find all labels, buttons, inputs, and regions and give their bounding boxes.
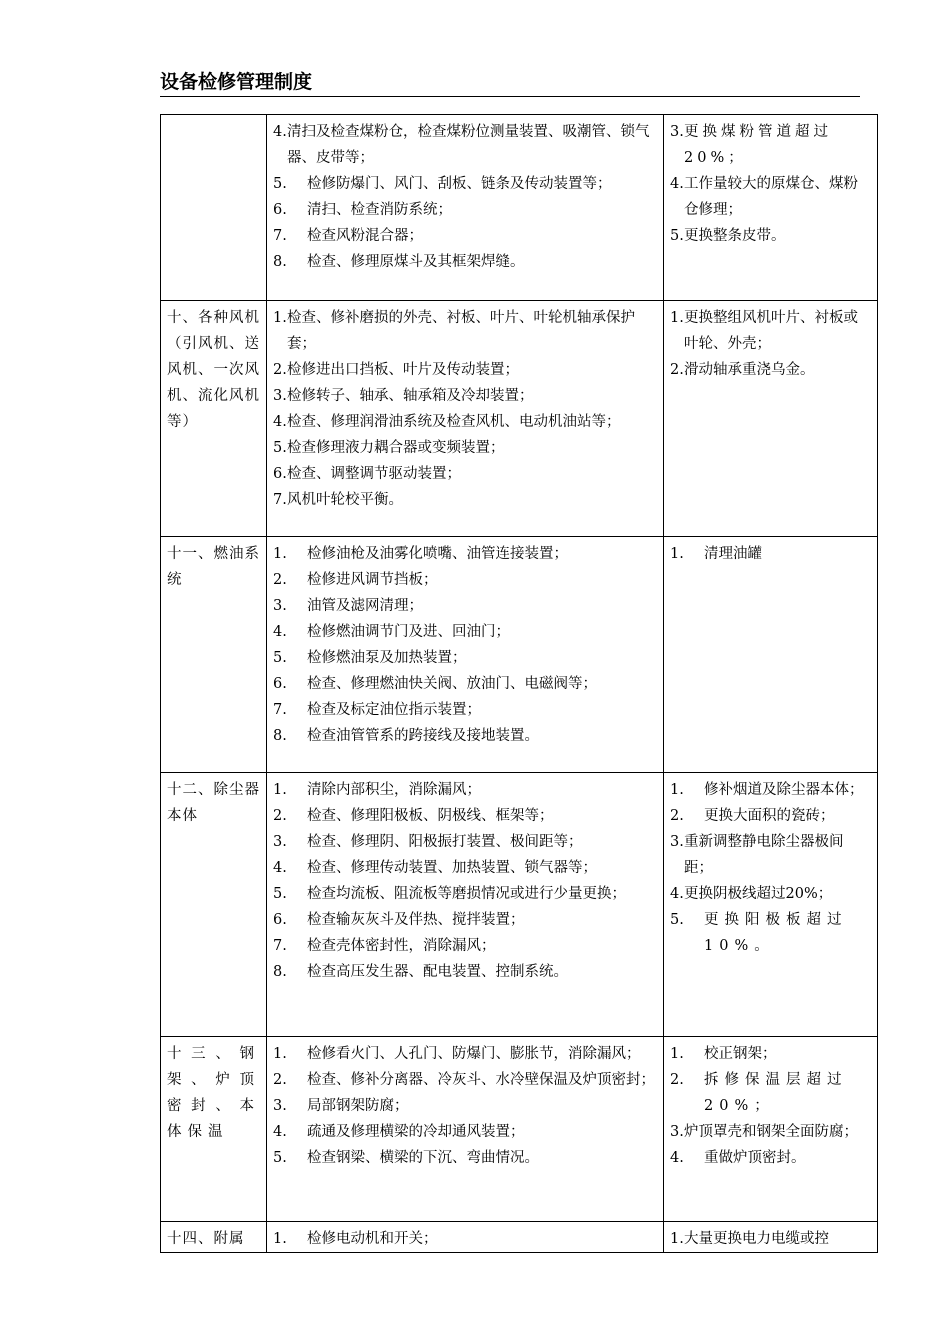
item-number: 1.	[670, 782, 684, 798]
item-text: 检修进出口挡板、叶片及传动装置；	[287, 362, 519, 378]
item-number: 2.	[273, 572, 287, 588]
list-item	[273, 197, 657, 223]
item-number: 4.	[273, 624, 287, 640]
list-item	[273, 907, 657, 933]
item-number: 6.	[273, 912, 287, 928]
item-number: 1.	[670, 1231, 684, 1247]
list-item	[670, 1041, 871, 1067]
item-number: 1.	[273, 782, 287, 798]
list-item	[273, 357, 657, 383]
list-item	[670, 171, 871, 223]
table-row	[161, 115, 878, 301]
list-item	[273, 305, 657, 357]
item-number: 8.	[273, 728, 287, 744]
item-text: 清除内部积尘，消除漏风；	[307, 782, 481, 798]
item-number: 6.	[273, 676, 287, 692]
item-number: 5.	[670, 228, 684, 244]
item-number: 4.	[670, 886, 684, 902]
item-number: 2.	[670, 1072, 684, 1088]
special-work-cell	[664, 1222, 878, 1253]
list-item	[273, 171, 657, 197]
item-number: 3.	[273, 598, 287, 614]
item-number: 2.	[670, 362, 684, 378]
item-number: 1.	[670, 1046, 684, 1062]
item-text: 更换大面积的瓷砖；	[704, 808, 835, 824]
table-row	[161, 537, 878, 773]
item-text: 局部钢架防腐；	[307, 1098, 409, 1114]
routine-work-cell	[267, 1222, 664, 1253]
list-item	[273, 1119, 657, 1145]
item-text: 清扫、检查消防系统；	[307, 202, 452, 218]
list-item	[670, 357, 871, 383]
item-text: 更换阴极线超过20%；	[684, 886, 833, 902]
item-text: 检查风粉混合器；	[307, 228, 423, 244]
item-text: 检查高压发生器、配电装置、控制系统。	[307, 964, 568, 980]
item-text: 检查壳体密封性，消除漏风；	[307, 938, 496, 954]
list-item	[273, 829, 657, 855]
list-item	[273, 881, 657, 907]
page-title: 设备检修管理制度	[160, 68, 860, 97]
item-number: 5.	[273, 650, 287, 666]
item-number: 4.	[273, 860, 287, 876]
item-number: 2.	[273, 808, 287, 824]
list-item	[670, 803, 871, 829]
list-item	[273, 409, 657, 435]
item-text: 检修燃油泵及加热装置；	[307, 650, 467, 666]
list-item	[273, 723, 657, 749]
list-item	[670, 223, 871, 249]
item-number: 5.	[670, 912, 684, 928]
list-item	[670, 541, 871, 567]
item-text: 检修防爆门、风门、刮板、链条及传动装置等；	[307, 176, 612, 192]
item-number: 5.	[273, 1150, 287, 1166]
item-number: 3.	[670, 1124, 684, 1140]
equipment-name-cell: 十二、除尘器本体	[161, 773, 267, 1037]
item-number: 7.	[273, 938, 287, 954]
item-number: 4.	[273, 124, 287, 140]
item-number: 3.	[273, 388, 287, 404]
list-item	[670, 305, 871, 357]
equipment-name-cell: 十一、燃油系统	[161, 537, 267, 773]
item-number: 8.	[273, 254, 287, 270]
equipment-name-cell	[161, 115, 267, 301]
list-item	[670, 1226, 871, 1252]
item-text: 油管及滤网清理；	[307, 598, 423, 614]
table-row	[161, 1037, 878, 1222]
special-work-cell	[664, 115, 878, 301]
item-text: 更换阳极板超过10%。	[704, 912, 848, 954]
item-text: 检修油枪及油雾化喷嘴、油管连接装置；	[307, 546, 568, 562]
item-number: 6.	[273, 466, 287, 482]
item-text: 清理油罐	[704, 546, 762, 562]
list-item	[273, 619, 657, 645]
item-text: 清扫及检查煤粉仓，检查煤粉位测量装置、吸潮管、锁气器、皮带等；	[287, 124, 650, 166]
item-number: 4.	[273, 414, 287, 430]
item-number: 4.	[273, 1124, 287, 1140]
item-text: 检查、修理燃油快关阀、放油门、电磁阀等；	[307, 676, 597, 692]
item-text: 拆修保温层超过20%；	[704, 1072, 848, 1114]
list-item	[273, 461, 657, 487]
item-text: 检查、修理阴、阳极振打装置、极间距等；	[307, 834, 583, 850]
item-number: 3.	[273, 1098, 287, 1114]
item-text: 检查、修理阳极板、阴极线、框架等；	[307, 808, 554, 824]
equipment-name-cell: 十、各种风机（引风机、送风机、一次风机、流化风机等）	[161, 301, 267, 537]
routine-work-cell	[267, 773, 664, 1037]
list-item	[273, 249, 657, 275]
item-number: 2.	[273, 1072, 287, 1088]
item-text: 重新调整静电除尘器极间距；	[684, 834, 844, 876]
equipment-name-cell: 十三、钢架、炉顶密封、本体保温	[161, 1037, 267, 1222]
list-item	[670, 1145, 871, 1171]
item-text: 修补烟道及除尘器本体；	[704, 782, 864, 798]
list-item	[273, 671, 657, 697]
item-text: 疏通及修理横梁的冷却通风装置；	[307, 1124, 525, 1140]
list-item	[273, 223, 657, 249]
list-item	[273, 1226, 657, 1252]
special-work-cell	[664, 773, 878, 1037]
item-text: 检查均流板、阻流板等磨损情况或进行少量更换；	[307, 886, 626, 902]
list-item	[273, 541, 657, 567]
item-text: 重做炉顶密封。	[704, 1150, 806, 1166]
item-text: 工作量较大的原煤仓、煤粉仓修理；	[684, 176, 858, 218]
item-number: 3.	[670, 124, 684, 140]
item-text: 大量更换电力电缆或控	[684, 1231, 829, 1247]
list-item	[273, 435, 657, 461]
list-item	[670, 777, 871, 803]
list-item	[273, 855, 657, 881]
list-item	[273, 1145, 657, 1171]
item-text: 检修看火门、人孔门、防爆门、膨胀节，消除漏风；	[307, 1046, 641, 1062]
list-item	[273, 1041, 657, 1067]
item-number: 1.	[670, 546, 684, 562]
item-text: 更换煤粉管道超过20%；	[684, 124, 832, 166]
list-item	[273, 383, 657, 409]
item-text: 检查修理液力耦合器或变频装置；	[287, 440, 505, 456]
item-text: 检修电动机和开关；	[307, 1231, 438, 1247]
list-item	[273, 119, 657, 171]
item-text: 炉顶罩壳和钢架全面防腐；	[684, 1124, 858, 1140]
table-row	[161, 301, 878, 537]
routine-work-cell	[267, 301, 664, 537]
list-item	[273, 567, 657, 593]
list-item	[273, 1093, 657, 1119]
list-item	[273, 1067, 657, 1093]
list-item	[273, 593, 657, 619]
list-item	[273, 487, 657, 513]
item-number: 7.	[273, 492, 287, 508]
item-text: 检修转子、轴承、轴承箱及冷却装置；	[287, 388, 534, 404]
table-row	[161, 773, 878, 1037]
item-text: 检查钢梁、横梁的下沉、弯曲情况。	[307, 1150, 539, 1166]
item-number: 2.	[273, 362, 287, 378]
item-number: 5.	[273, 440, 287, 456]
item-number: 7.	[273, 228, 287, 244]
item-text: 检查、修理润滑油系统及检查风机、电动机油站等；	[287, 414, 621, 430]
list-item	[273, 803, 657, 829]
item-number: 3.	[273, 834, 287, 850]
item-text: 检查及标定油位指示装置；	[307, 702, 481, 718]
maintenance-table	[160, 114, 878, 1253]
item-number: 5.	[273, 176, 287, 192]
special-work-cell	[664, 537, 878, 773]
item-number: 1.	[670, 310, 684, 326]
item-text: 更换整组风机叶片、衬板或叶轮、外壳；	[684, 310, 858, 352]
item-text: 检查、调整调节驱动装置；	[287, 466, 461, 482]
item-text: 检查输灰灰斗及伴热、搅拌装置；	[307, 912, 525, 928]
list-item	[670, 119, 871, 171]
item-text: 更换整条皮带。	[684, 228, 786, 244]
list-item	[273, 959, 657, 985]
item-text: 校正钢架；	[704, 1046, 777, 1062]
item-number: 4.	[670, 1150, 684, 1166]
list-item	[670, 1067, 871, 1119]
item-number: 6.	[273, 202, 287, 218]
item-number: 4.	[670, 176, 684, 192]
item-text: 检修燃油调节门及进、回油门；	[307, 624, 510, 640]
item-number: 8.	[273, 964, 287, 980]
item-text: 检查、修理原煤斗及其框架焊缝。	[307, 254, 525, 270]
list-item	[273, 645, 657, 671]
list-item	[273, 933, 657, 959]
table-row	[161, 1222, 878, 1253]
item-number: 1.	[273, 546, 287, 562]
list-item	[670, 829, 871, 881]
routine-work-cell	[267, 115, 664, 301]
item-number: 5.	[273, 886, 287, 902]
item-number: 2.	[670, 808, 684, 824]
item-text: 检查油管管系的跨接线及接地装置。	[307, 728, 539, 744]
item-text: 检查、修理传动装置、加热装置、锁气器等；	[307, 860, 597, 876]
item-text: 检查、修补磨损的外壳、衬板、叶片、叶轮机轴承保护套；	[287, 310, 635, 352]
item-number: 1.	[273, 310, 287, 326]
list-item	[273, 777, 657, 803]
item-text: 滑动轴承重浇乌金。	[684, 362, 815, 378]
equipment-name-cell: 十四、附属	[161, 1222, 267, 1253]
routine-work-cell	[267, 1037, 664, 1222]
item-number: 7.	[273, 702, 287, 718]
item-number: 1.	[273, 1231, 287, 1247]
routine-work-cell	[267, 537, 664, 773]
item-text: 检修进风调节挡板；	[307, 572, 438, 588]
list-item	[670, 1119, 871, 1145]
item-number: 3.	[670, 834, 684, 850]
item-text: 风机叶轮校平衡。	[287, 492, 403, 508]
list-item	[670, 907, 871, 959]
list-item	[670, 881, 871, 907]
special-work-cell	[664, 1037, 878, 1222]
item-text: 检查、修补分离器、冷灰斗、水冷壁保温及炉顶密封；	[307, 1072, 655, 1088]
special-work-cell	[664, 301, 878, 537]
item-number: 1.	[273, 1046, 287, 1062]
list-item	[273, 697, 657, 723]
